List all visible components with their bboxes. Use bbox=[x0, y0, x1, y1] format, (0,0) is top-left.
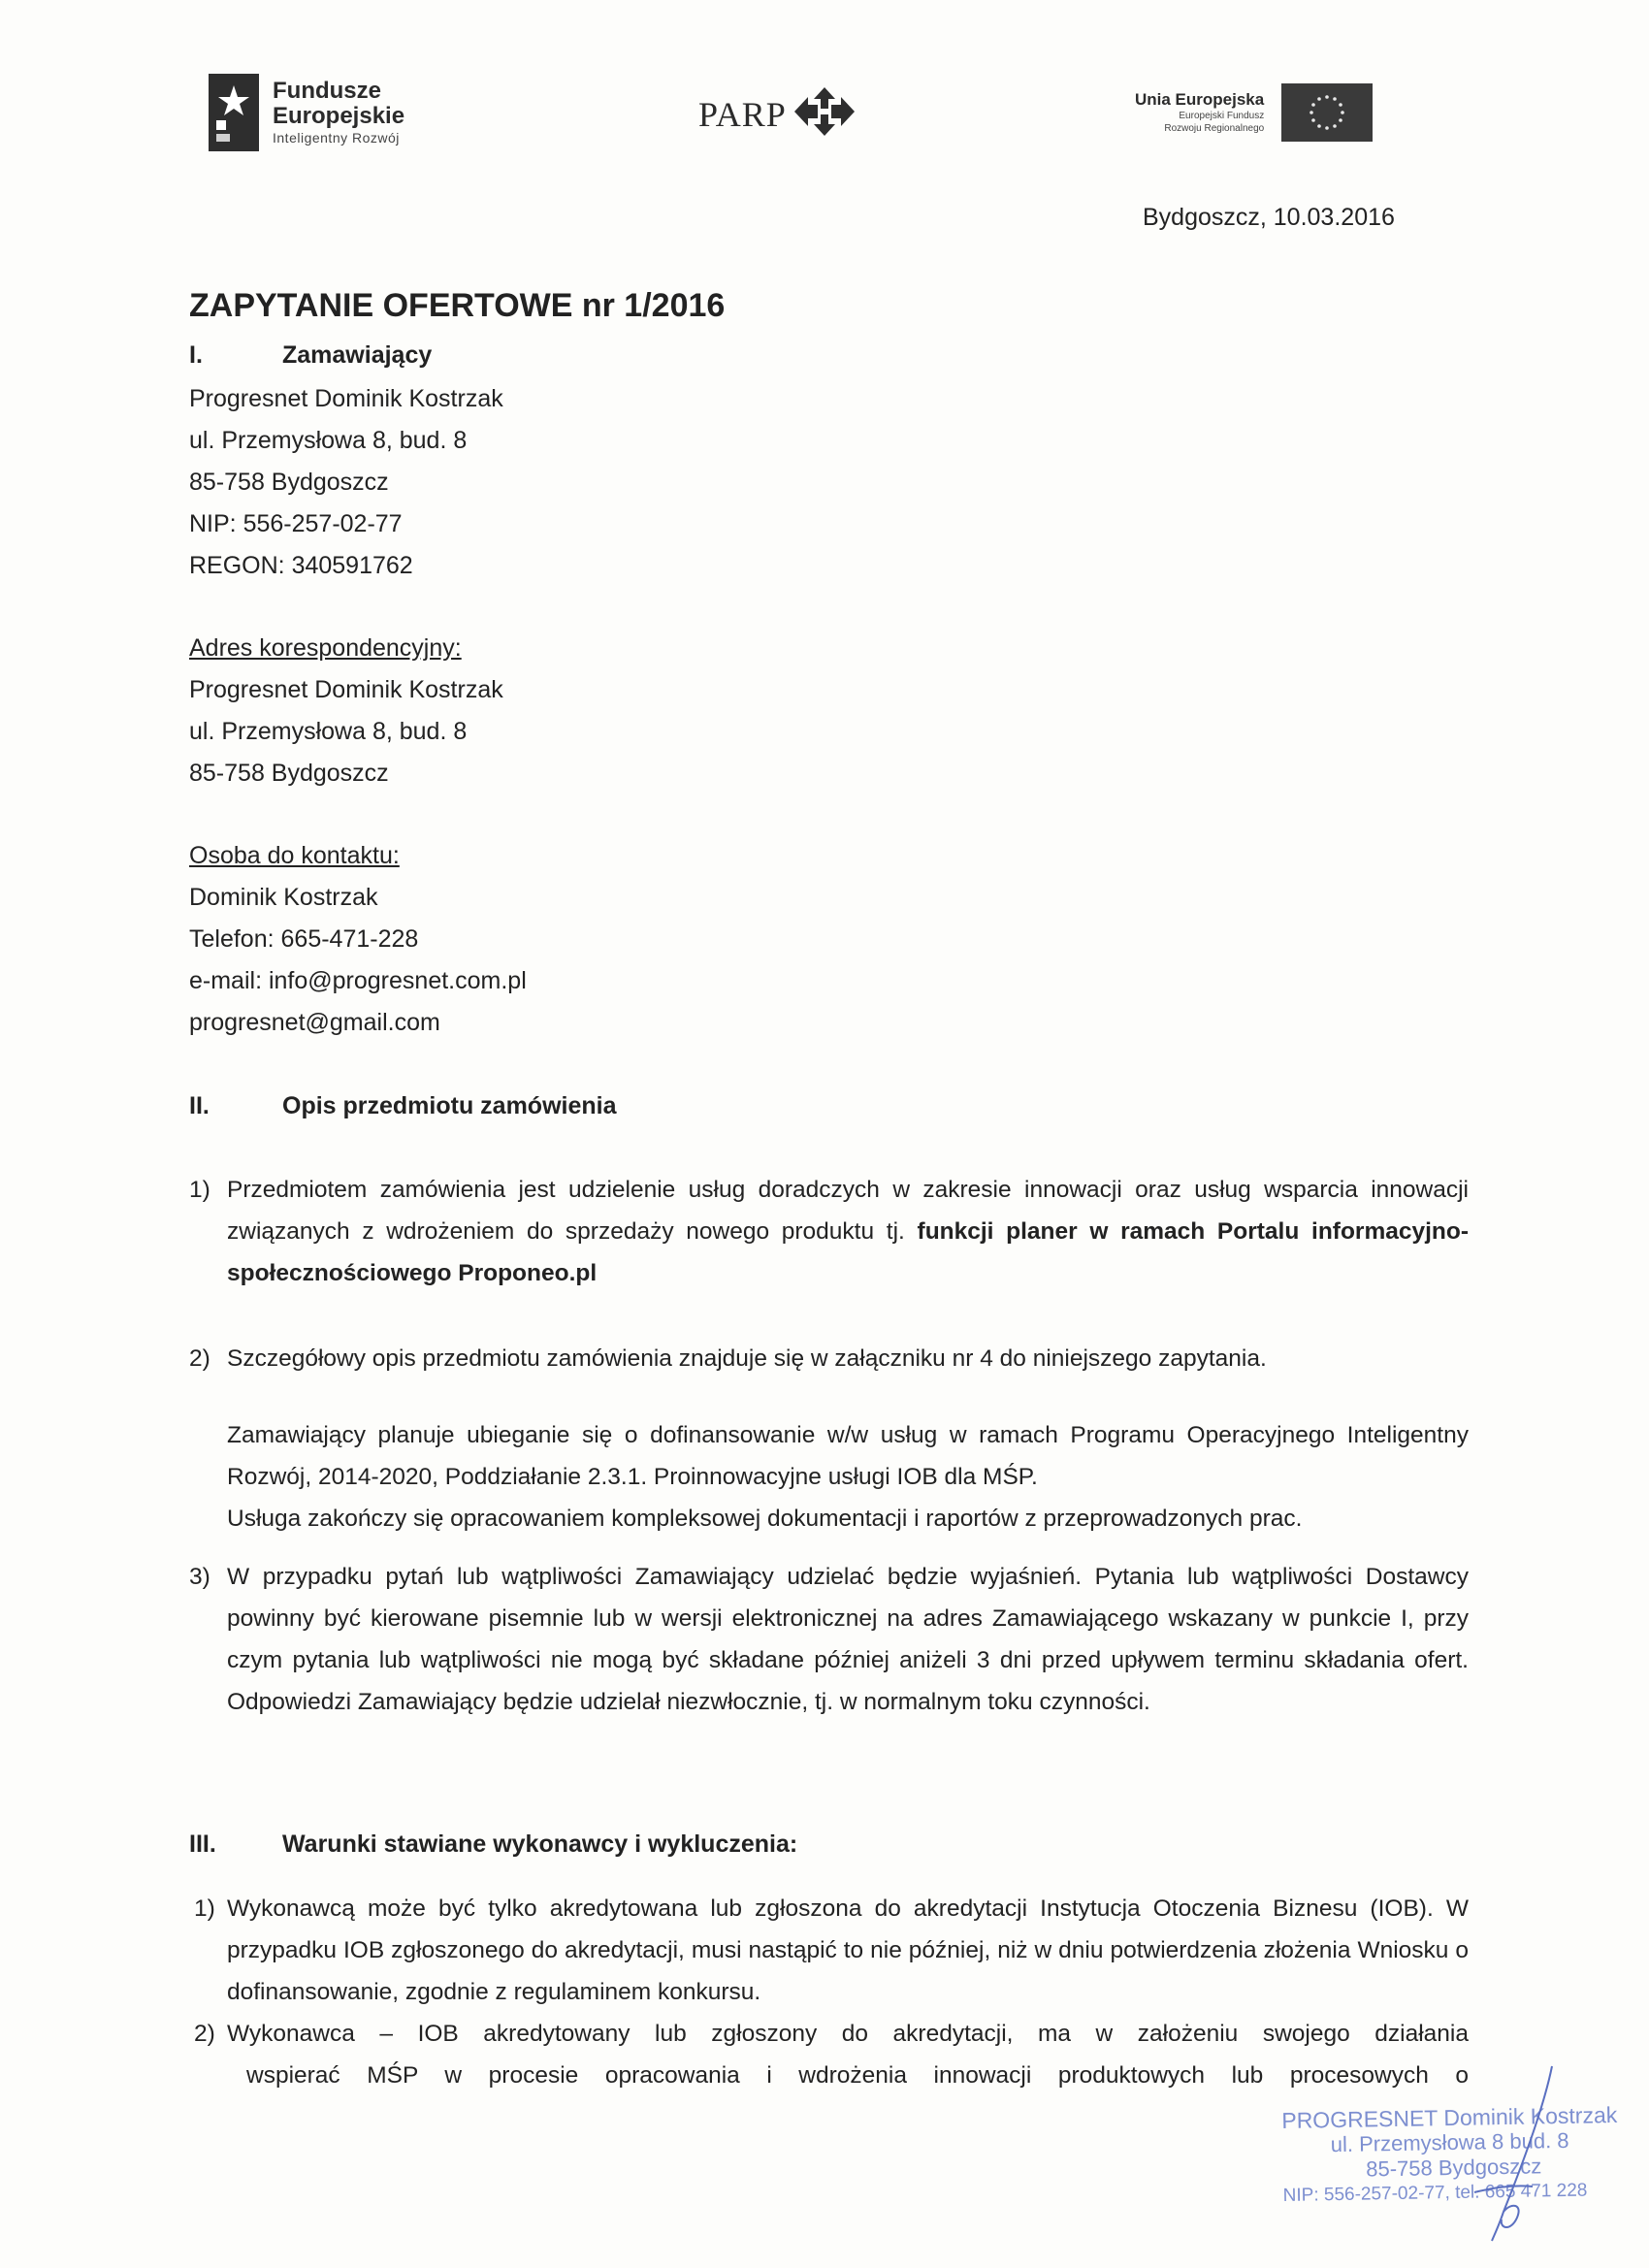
section-2-item-3-text: W przypadku pytań lub wątpliwości Zamawiający udzielać będzie wyjaśnień. Pytania lub wątpliwości Dostawcy powinny być kierowane pisemnie lub w wersji elektronicznej na adres Zamawiającego wskazany w punkcie I, przy czym pytania lub wątpliwości nie mogą być składane później aniżeli 3 dni przed upływem terminu składania ofert. Odpowiedzi Zamawiający będzie udzielał niezwłocznie, tj. w normalnym toku czynności. bbox=[227, 1564, 1469, 1715]
section-2-item-1-number: 1) bbox=[189, 1177, 210, 1203]
correspondence-street: ul. Przemysłowa 8, bud. 8 bbox=[189, 718, 468, 745]
fe-logo-line3: Inteligentny Rozwój bbox=[273, 130, 400, 146]
section-3-item-2-line-1: Wykonawca – IOB akredytowany lub zgłoszony do akredytacji, ma w założeniu swojego działania bbox=[227, 2021, 1469, 2047]
section-2-item-1-bold: funkcji planer w ramach Portalu informacyjno-społecznościowego Proponeo.pl bbox=[227, 1218, 1469, 1286]
company-street: ul. Przemysłowa 8, bud. 8 bbox=[189, 427, 468, 454]
contact-phone: Telefon: 665-471-228 bbox=[189, 925, 419, 953]
section-2-funding-text: Zamawiający planuje ubieganie się o dofinansowanie w/w usług w ramach Programu Operacyjnego Inteligentny Rozwój, 2014-2020, Poddziałanie 2.3.1. Proinnowacyjne usługi IOB dla MŚP. bbox=[227, 1422, 1469, 1490]
correspondence-heading: Adres korespondencyjny: bbox=[189, 634, 462, 662]
section-2-item-2-number: 2) bbox=[189, 1345, 210, 1372]
section-2-number: II. bbox=[189, 1092, 210, 1119]
stamp-line-1: PROGRESNET Dominik Kostrzak bbox=[1281, 2101, 1618, 2134]
section-3-heading bbox=[189, 1831, 1062, 1862]
section-2-deliverable-text: Usługa zakończy się opracowaniem kompleksowej dokumentacji i raportów z przeprowadzonych prac. bbox=[227, 1506, 1303, 1532]
section-2-item-1-text: Przedmiotem zamówienia jest udzielenie usług doradczych w zakresie innowacji oraz usług wsparcia innowacji związanych z wdrożeniem do sprzedaży nowego produktu tj. bbox=[227, 1177, 1469, 1245]
section-3-number: III. bbox=[189, 1831, 216, 1858]
parp-logo bbox=[698, 87, 855, 141]
correspondence-name: Progresnet Dominik Kostrzak bbox=[189, 676, 503, 703]
eu-flag-icon bbox=[1281, 83, 1373, 142]
section-1-heading bbox=[189, 341, 771, 373]
parp-logo-text: PARP bbox=[698, 94, 787, 134]
section-2-item-2-text: Szczegółowy opis przedmiotu zamówienia znajduje się w załączniku nr 4 do niniejszego zapytania. bbox=[227, 1345, 1267, 1372]
company-city: 85-758 Bydgoszcz bbox=[189, 469, 389, 496]
section-2-title: Opis przedmiotu zamówienia bbox=[282, 1092, 617, 1119]
section-1-title: Zamawiający bbox=[282, 341, 433, 369]
fe-logo-line2: Europejskie bbox=[273, 103, 405, 129]
section-2-item-1 bbox=[227, 1169, 1469, 1294]
document-title: ZAPYTANIE OFERTOWE nr 1/2016 bbox=[189, 287, 726, 324]
section-3-item-1-number: 1) bbox=[194, 1895, 215, 1922]
section-1-number: I. bbox=[189, 341, 203, 369]
document-date: Bydgoszcz, 10.03.2016 bbox=[1143, 204, 1395, 231]
fe-logo-line1: Fundusze bbox=[273, 78, 381, 104]
company-regon: REGON: 340591762 bbox=[189, 552, 413, 579]
section-2-item-3-number: 3) bbox=[189, 1564, 210, 1590]
stamp-line-2: ul. Przemysłowa 8 bud. 8 bbox=[1330, 2127, 1569, 2157]
unia-europejska-logo bbox=[1135, 83, 1373, 142]
parp-arrows-icon bbox=[794, 87, 855, 141]
handwritten-signature bbox=[1455, 2057, 1571, 2255]
section-2-heading bbox=[189, 1092, 965, 1123]
contact-email: e-mail: info@progresnet.com.pl bbox=[189, 967, 527, 994]
fe-star-icon bbox=[209, 74, 259, 151]
company-nip: NIP: 556-257-02-77 bbox=[189, 510, 403, 537]
contact-name: Dominik Kostrzak bbox=[189, 884, 378, 911]
contact-email-2: progresnet@gmail.com bbox=[189, 1009, 440, 1036]
contact-heading: Osoba do kontaktu: bbox=[189, 842, 400, 869]
section-3-item-1-text: Wykonawcą może być tylko akredytowana lub zgłoszona do akredytacji Instytucja Otoczenia Biznesu (IOB). W przypadku IOB zgłoszonego do akredytacji, musi nastąpić to nie później, niż w dniu potwierdzenia złożenia Wniosku o dofinansowanie, zgodnie z regulaminem konkursu. bbox=[227, 1895, 1469, 2005]
fundusze-europejskie-logo bbox=[209, 74, 404, 151]
stamp-line-3: 85-758 Bydgoszcz bbox=[1366, 2154, 1542, 2182]
section-3-title: Warunki stawiane wykonawcy i wykluczenia: bbox=[282, 1831, 798, 1858]
ue-logo-line1: Unia Europejska bbox=[1135, 90, 1265, 109]
ue-logo-line3: Rozwoju Regionalnego bbox=[1164, 123, 1265, 134]
section-3-item-2-number: 2) bbox=[194, 2021, 215, 2047]
ue-logo-line2: Europejski Fundusz bbox=[1179, 111, 1265, 121]
section-3-item-2-line-2: wspierać MŚP w procesie opracowania i wdrożenia innowacji produktowych lub procesowych o bbox=[246, 2062, 1469, 2089]
stamp-line-4: NIP: 556-257-02-77, tel. 665 471 228 bbox=[1282, 2180, 1588, 2207]
company-name: Progresnet Dominik Kostrzak bbox=[189, 385, 503, 412]
correspondence-city: 85-758 Bydgoszcz bbox=[189, 760, 389, 787]
